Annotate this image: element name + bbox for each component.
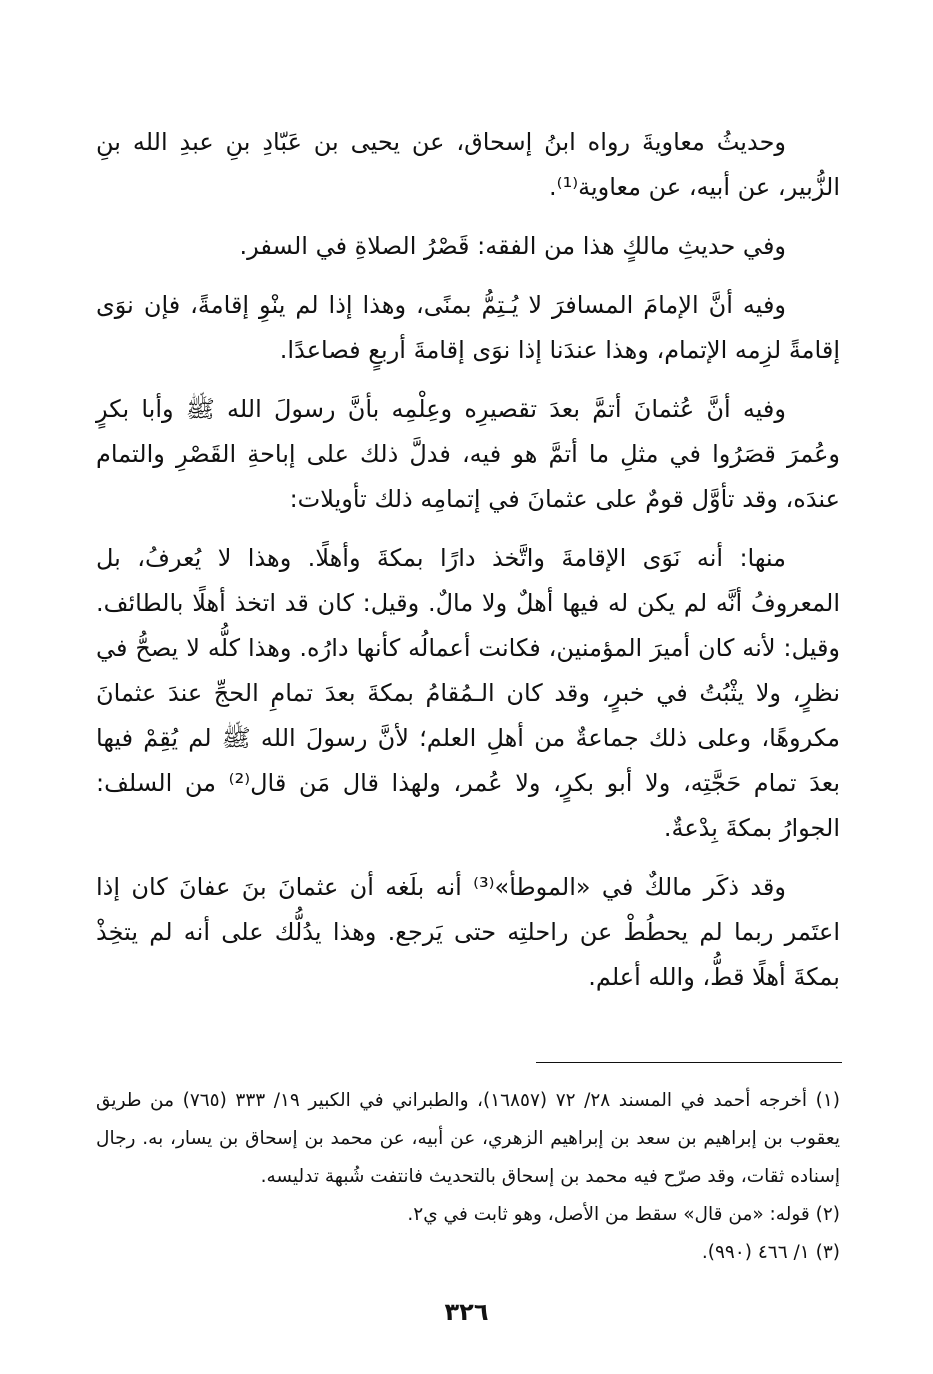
footnote-2: (٢) قوله: «من قال» سقط من الأصل، وهو ثابت في ي٢. (407, 1204, 840, 1225)
paragraph-4: وفيه أنَّ عُثمانَ أتمَّ بعدَ تقصيرِه وعِلْمِه بأنَّ رسولَ الله ﷺ وأبا بكرٍ وعُمرَ قصَرُوا في مثلِ ما أتمَّ هو فيه، فدلَّ ذلك على إباحةِ القَصْرِ والتمام عندَه، وقد تأوَّل قومٌ على عثمانَ في إتمامِه ذلك تأويلات: (96, 395, 840, 513)
footnote-1: (١) أخرجه أحمد في المسند ٢٨/ ٧٢ (١٦٨٥٧)، والطبراني في الكبير ١٩/ ٣٣٣ (٧٦٥) من طريق يعقوب بن إبراهيم بن سعد بن إبراهيم الزهري، عن أبيه، عن محمد بن إسحاق بن يسار، به. رجال إسناده ثقات، وقد صرّح فيه محمد بن إسحاق بالتحديث فانتفت شُبهة تدليسه. (96, 1090, 840, 1187)
page-number: ٣٢٦ (444, 1298, 489, 1326)
footnote-divider (536, 1062, 842, 1063)
paragraph-1: وحديثُ معاويةَ رواه ابنُ إسحاق، عن يحيى بن عَبّادِ بنِ عبدِ الله بنِ الزُّبير، عن أبيه، عن معاوية⁽¹⁾. (96, 128, 840, 201)
paragraph-5: منها: أنه نَوَى الإقامةَ واتَّخذ دارًا بمكةَ وأهلًا. وهذا لا يُعرفُ، بل المعروفُ أنَّه لم يكن له فيها أهلٌ ولا مالٌ. وقيل: كان قد اتخذ أهلًا بالطائف. وقيل: لأنه كان أميرَ المؤمنين، فكانت أعمالُه كأنها دارُه. وهذا كلُّه لا يصحُّ في نظرٍ، ولا يثْبُتُ في خبرٍ، وقد كان الـمُقامُ بمكةَ بعدَ تمامِ الحجِّ عندَ عثمانَ مكروهًا، وعلى ذلك جماعةٌ من أهلِ العلم؛ لأنَّ رسولَ الله ﷺ لم يُقِمْ فيها بعدَ تمام حَجَّتِه، ولا أبو بكرٍ، ولا عُمر، ولهذا قال مَن قال⁽²⁾ من السلف: الجوارُ بمكةَ بِدْعةٌ. (96, 544, 840, 842)
paragraph-6: وقد ذكَر مالكٌ في «الموطأ»⁽³⁾ أنه بلَغه أن عثمانَ بنَ عفانَ كان إذا اعتَمر ربما لم يحطُطْ عن راحلتِه حتى يَرجع. وهذا يدُلُّك على أنه لم يتخِذْ بمكةَ أهلًا قطُّ، والله أعلم. (96, 873, 840, 991)
footnote-3: (٣) ١/ ٤٦٦ (٩٩٠). (701, 1242, 840, 1263)
paragraph-2: وفي حديثِ مالكٍ هذا من الفقه: قَصْرُ الصلاةِ في السفر. (239, 232, 786, 260)
footnotes (96, 1082, 840, 1272)
paragraph-3: وفيه أنَّ الإمامَ المسافرَ لا يُـتِمُّ بمنًى، وهذا إذا لم ينْوِ إقامةً، فإن نوَى إقامةً لزِمه الإتمام، وهذا عندَنا إذا نوَى إقامةَ أربعٍ فصاعدًا. (96, 291, 840, 364)
main-text (96, 120, 840, 1014)
